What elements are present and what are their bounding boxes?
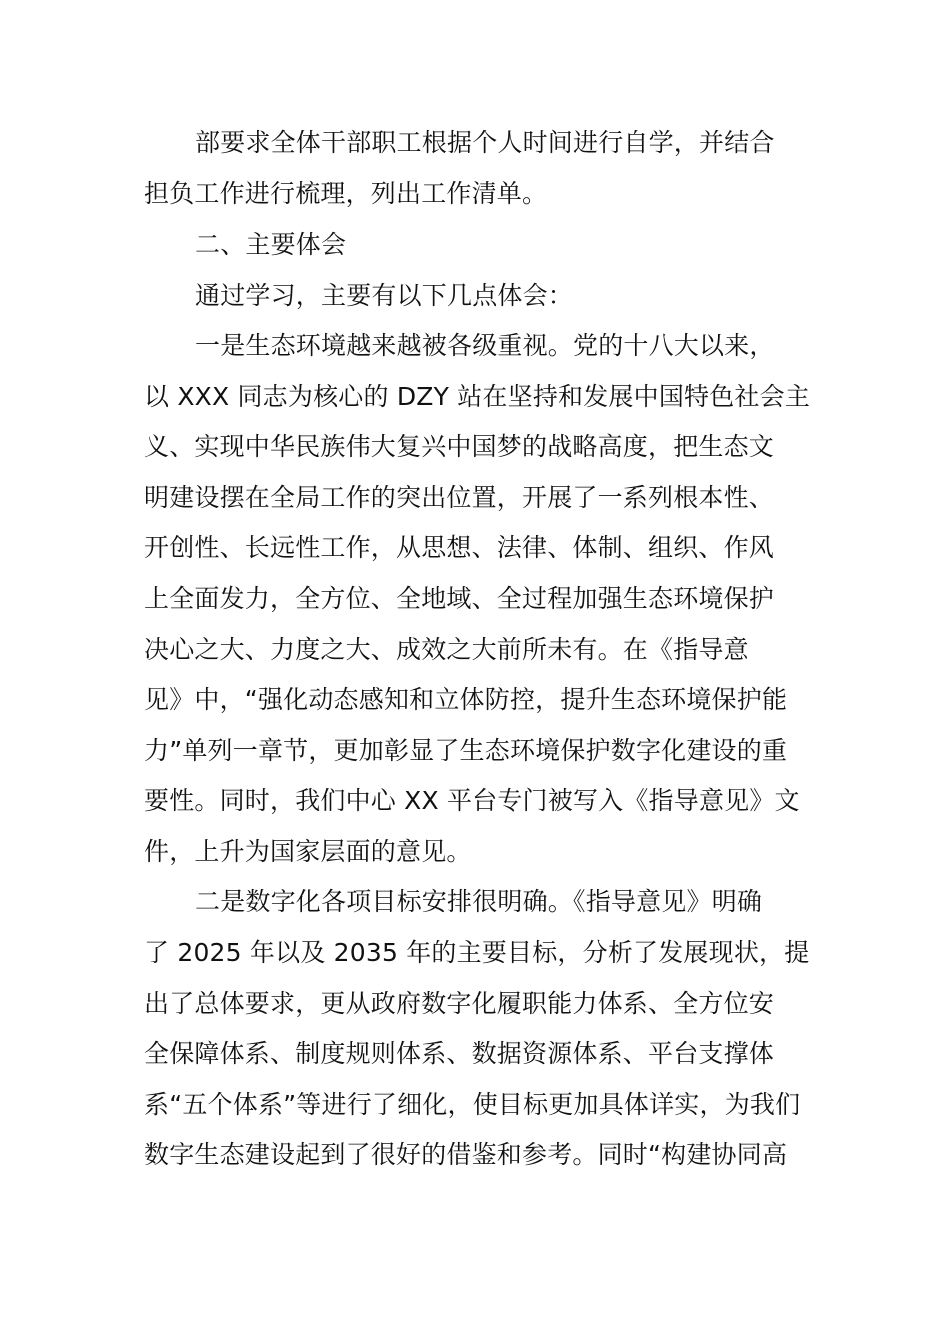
text-line: 担负工作进行梳理，列出工作清单。 (144, 179, 548, 208)
text-line: 决心之大、力度之大、成效之大前所未有。在《指导意 (144, 635, 749, 664)
text-line: 通过学习，主要有以下几点体会： (195, 281, 574, 310)
text-line: 了 2025 年以及 2035 年的主要目标，分析了发展现状，提 (144, 938, 810, 967)
text-line: 件，上升为国家层面的意见。 (144, 837, 472, 866)
text-line: 系“五个体系”等进行了细化，使目标更加具体详实，为我们 (144, 1090, 801, 1119)
text-line: 部要求全体干部职工根据个人时间进行自学，并结合 (195, 128, 775, 157)
text-line: 要性。同时，我们中心 XX 平台专门被写入《指导意见》文 (144, 786, 800, 815)
text-line: 以 XXX 同志为核心的 DZY 站在坚持和发展中国特色社会主 (144, 382, 811, 411)
text-line: 上全面发力，全方位、全地域、全过程加强生态环境保护 (144, 584, 775, 613)
text-line: 义、实现中华民族伟大复兴中国梦的战略高度，把生态文 (144, 432, 775, 461)
text-line: 出了总体要求，更从政府数字化履职能力体系、全方位安 (144, 989, 775, 1018)
section-heading: 二、主要体会 (195, 230, 347, 259)
text-line: 数字生态建设起到了很好的借鉴和参考。同时“构建协同高 (144, 1140, 788, 1169)
text-line: 一是生态环境越来越被各级重视。党的十八大以来， (195, 331, 775, 360)
text-line: 二是数字化各项目标安排很明确。《指导意见》明确 (195, 887, 763, 916)
text-line: 明建设摆在全局工作的突出位置，开展了一系列根本性、 (144, 483, 775, 512)
text-line: 开创性、长远性工作，从思想、法律、体制、组织、作风 (144, 533, 775, 562)
text-line: 见》中，“强化动态感知和立体防控，提升生态环境保护能 (144, 685, 788, 714)
text-line: 力”单列一章节，更加彰显了生态环境保护数字化建设的重 (144, 736, 788, 765)
text-line: 全保障体系、制度规则体系、数据资源体系、平台支撑体 (144, 1039, 775, 1068)
